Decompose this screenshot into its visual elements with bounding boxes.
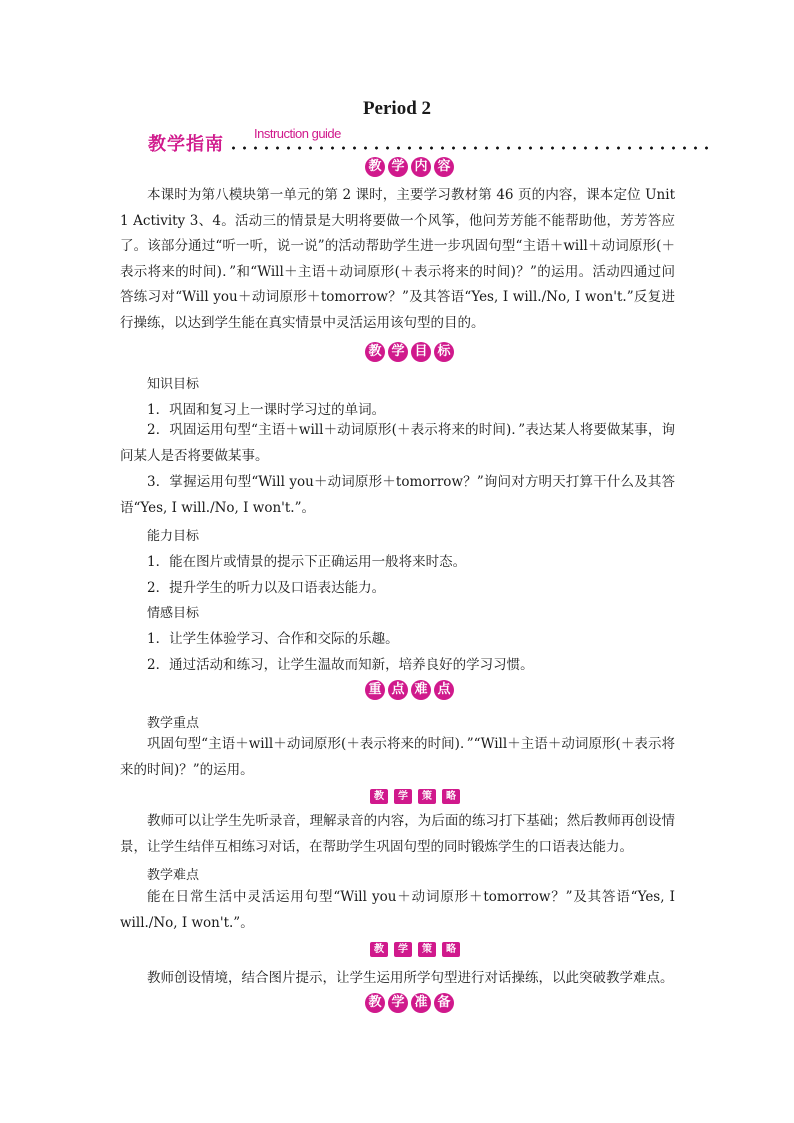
badge-char: 教 — [365, 342, 385, 362]
badge-char: 难 — [411, 680, 431, 700]
badge-char: 学 — [394, 942, 412, 957]
badge-char: 点 — [434, 680, 454, 700]
badge-char: 教 — [365, 157, 385, 177]
badge-char: 教 — [365, 993, 385, 1013]
section-badge-content — [365, 157, 454, 177]
badge-char: 略 — [442, 789, 460, 804]
badge-char: 教 — [370, 789, 388, 804]
page-title: Period 2 — [362, 98, 432, 119]
ability-item-1: 1．能在图片或情景的提示下正确运用一般将来时态。 — [147, 554, 467, 570]
badge-char: 标 — [434, 342, 454, 362]
badge-char: 学 — [388, 157, 408, 177]
badge-char: 重 — [365, 680, 385, 700]
strategy-2-text: 教师创设情境，结合图片提示，让学生运用所学句型进行对话操练，以此突破教学难点。 — [147, 970, 674, 986]
ability-heading: 能力目标 — [147, 529, 200, 544]
badge-char: 策 — [418, 789, 436, 804]
emotion-item-2: 2．通过活动和练习，让学生温故而知新，培养良好的学习习惯。 — [147, 657, 534, 673]
dotted-leader — [228, 146, 714, 150]
badge-char: 目 — [411, 342, 431, 362]
section-badge-keypoints — [365, 680, 454, 700]
guide-title-cn: 教学指南 — [148, 134, 224, 155]
badge-char: 教 — [370, 942, 388, 957]
badge-char: 学 — [394, 789, 412, 804]
keypoint-text: 巩固句型“主语＋will＋动词原形(＋表示将来的时间)．”“Will＋主语＋动词原形(＋表示将来的时间)？”的运用。 — [120, 736, 675, 778]
badge-char: 点 — [388, 680, 408, 700]
section-badge-strategy-1 — [370, 789, 460, 804]
badge-char: 略 — [442, 942, 460, 957]
strategy-1-text: 教师可以让学生先听录音，理解录音的内容，为后面的练习打下基础；然后教师再创设情景，让学生结伴互相练习对话，在帮助学生巩固句型的同时锻炼学生的口语表达能力。 — [120, 813, 675, 855]
badge-char: 内 — [411, 157, 431, 177]
badge-char: 学 — [388, 993, 408, 1013]
badge-char: 容 — [434, 157, 454, 177]
keypoint-heading: 教学重点 — [147, 716, 200, 731]
ability-item-2: 2．提升学生的听力以及口语表达能力。 — [147, 580, 386, 596]
difficulty-text: 能在日常生活中灵活运用句型“Will you＋动词原形＋tomorrow？”及其答语“Yes, I will./No, I won't.”。 — [120, 889, 675, 931]
section-badge-strategy-2 — [370, 942, 460, 957]
instruction-guide-header — [148, 128, 714, 154]
badge-char: 备 — [434, 993, 454, 1013]
section-badge-goals — [365, 342, 454, 362]
knowledge-item-1: 1．巩固和复习上一课时学习过的单词。 — [147, 402, 386, 418]
guide-title-en: Instruction guide — [254, 126, 341, 141]
section-badge-prep — [365, 993, 454, 1013]
emotion-heading: 情感目标 — [147, 606, 200, 621]
badge-char: 学 — [388, 342, 408, 362]
knowledge-heading: 知识目标 — [147, 377, 200, 392]
badge-char: 准 — [411, 993, 431, 1013]
badge-char: 策 — [418, 942, 436, 957]
knowledge-item-2: 2．巩固运用句型“主语＋will＋动词原形(＋表示将来的时间)．”表达某人将要做某事，询问某人是否将要做某事。 — [120, 422, 675, 464]
emotion-item-1: 1．让学生体验学习、合作和交际的乐趣。 — [147, 631, 399, 647]
difficulty-heading: 教学难点 — [147, 868, 200, 883]
content-paragraph: 本课时为第八模块第一单元的第 2 课时，主要学习教材第 46 页的内容，课本定位 Unit 1 Activity 3、4。活动三的情景是大明将要做一个风筝，他问芳芳能不能帮助他，芳芳答应了。该部分通过“听一听，说一说”的活动帮助学生进一步巩固句型“主语＋will＋动词原形(＋表示将来的时间)．”和“Will＋主语＋动词原形(＋表示将来的时间)？”的运用。活动四通过问答练习对“Will you＋动词原形＋tomorrow？”及其答语“Yes, I will./No, I won't.”反复进行操练，以达到学生能在真实情景中灵活运用该句型的目的。 — [120, 187, 675, 331]
knowledge-item-3: 3．掌握运用句型“Will you＋动词原形＋tomorrow？”询问对方明天打算干什么及其答语“Yes, I will./No, I won't.”。 — [120, 474, 675, 516]
